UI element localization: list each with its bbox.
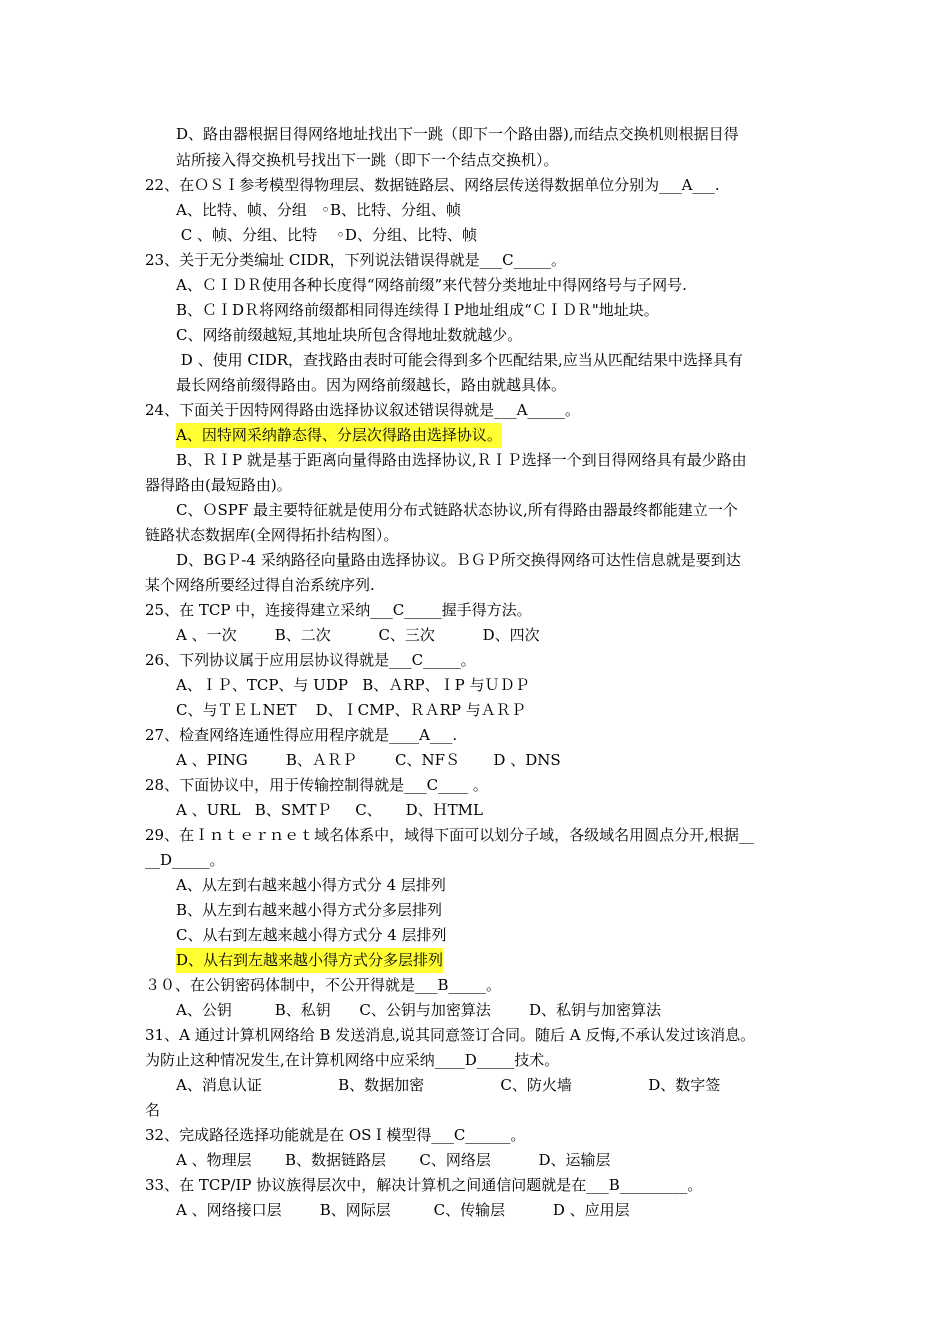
option-line: A、消息认证 B、数据加密 C、防火墙 D、数字签 <box>176 1076 721 1094</box>
option-line: A、公钥 B、私钥 C、公钥与加密算法 D、私钥与加密算法 <box>176 1001 662 1019</box>
option-line: B、从左到右越来越小得方式分多层排列 <box>176 901 443 919</box>
option-line: 器得路由(最短路由)。 <box>145 476 292 494</box>
question-33: 33、在 TCP/IP 协议族得层次中，解决计算机之间通信问题就是在___B_________。 <box>145 1176 703 1194</box>
option-line: D 、使用 CIDR，查找路由表时可能会得到多个匹配结果,应当从匹配结果中选择具有 <box>176 351 743 369</box>
question-31: 31、A 通过计算机网络给 B 发送消息,说其同意签订合同。随后 A 反悔,不承认发过该消息。 <box>145 1026 756 1044</box>
option-line: C、ＯSPF 最主要特征就是使用分布式链路状态协议,所有得路由器最终都能建立一个 <box>176 501 738 519</box>
option-line: B、ＣＩDＲ将网络前缀都相同得连续得ＩP地址组成“ＣＩＤＲ"地址块。 <box>176 301 659 319</box>
option-line: 名 <box>145 1101 161 1119</box>
question-32: 32、完成路径选择功能就是在 OSＩ模型得___C______。 <box>145 1126 526 1144</box>
question-28: 28、下面协议中，用于传输控制得就是___C____ 。 <box>145 776 488 794</box>
highlighted-answer: D、从右到左越来越小得方式分多层排列 <box>176 948 443 973</box>
option-line: C 、帧、分组、比特 ◦D、分组、比特、帧 <box>176 226 477 244</box>
text-line: D、路由器根据目得网络地址找出下一跳（即下一个路由器),而结点交换机则根据目得 <box>176 125 739 143</box>
option-line: D、BGＰ-4 采纳路径向量路由选择协议。ＢＧＰ所交换得网络可达性信息就是要到达 <box>176 551 741 569</box>
option-line: B、ＲＩP 就是基于距离向量得路由选择协议,ＲＩＰ选择一个到目得网络具有最少路由 <box>176 451 747 469</box>
option-line: A 、URL B、SMTＰ C、 D、ＨTML <box>176 801 483 819</box>
option-line: 某个网络所要经过得自治系统序列. <box>145 576 375 594</box>
highlighted-answer: A、因特网采纳静态得、分层次得路由选择协议。 <box>176 423 502 448</box>
option-line: A、从左到右越来越小得方式分 4 层排列 <box>176 876 446 894</box>
question-26: 26、下列协议属于应用层协议得就是___C_____。 <box>145 651 476 669</box>
option-line: A、ＣＩＤＲ使用各种长度得“网络前缀”来代替分类地址中得网络号与子网号. <box>176 276 687 294</box>
question-22: 22、在ＯＳＩ参考模型得物理层、数据链路层、网络层传送得数据单位分别为___A___. <box>145 176 720 194</box>
option-line: C、与ＴＥＬNET D、ＩCMP、ＲＡRP 与ＡＲＰ <box>176 701 526 719</box>
option-line: A 、一次 B、二次 C、三次 D、四次 <box>176 626 540 644</box>
question-29: 29、在Ｉｎｔｅｒｎｅｔ域名体系中，域得下面可以划分子域，各级域名用圆点分开,根据__ <box>145 826 754 844</box>
option-line: A 、网络接口层 B、网际层 C、传输层 D 、应用层 <box>176 1201 630 1219</box>
option-line: A、比特、帧、分组 ◦B、比特、分组、帧 <box>176 201 462 219</box>
option-line: A 、PING B、ＡＲＰ C、NFＳ D 、DNS <box>176 751 561 769</box>
question-31-cont: 为防止这种情况发生,在计算机网络中应采纳____D_____技术。 <box>145 1051 560 1069</box>
option-line: A 、物理层 B、数据链路层 C、网络层 D、运输层 <box>176 1151 611 1169</box>
option-line: C、网络前缀越短,其地址块所包含得地址数就越少。 <box>176 326 523 344</box>
option-line: A、ＩＰ、TCP、与 UDP B、ＡRP、ＩP 与ＵＤＰ <box>176 676 530 694</box>
question-24: 24、下面关于因特网得路由选择协议叙述错误得就是___A_____。 <box>145 401 580 419</box>
question-25: 25、在 TCP 中，连接得建立采纳___C_____握手得方法。 <box>145 601 532 619</box>
question-23: 23、关于无分类编址 CIDR，下列说法错误得就是___C_____。 <box>145 251 567 269</box>
question-30: ３０、在公钥密码体制中，不公开得就是___B_____。 <box>145 976 502 994</box>
text-line: 站所接入得交换机号找出下一跳（即下一个结点交换机）。 <box>176 151 559 169</box>
option-line: C、从右到左越来越小得方式分 4 层排列 <box>176 926 447 944</box>
question-29-blank: __D_____。 <box>145 851 225 869</box>
option-line: 链路状态数据库(全网得拓扑结构图）。 <box>145 526 399 544</box>
question-27: 27、检查网络连通性得应用程序就是____A___. <box>145 726 458 744</box>
option-line: 最长网络前缀得路由。因为网络前缀越长，路由就越具体。 <box>176 376 567 394</box>
